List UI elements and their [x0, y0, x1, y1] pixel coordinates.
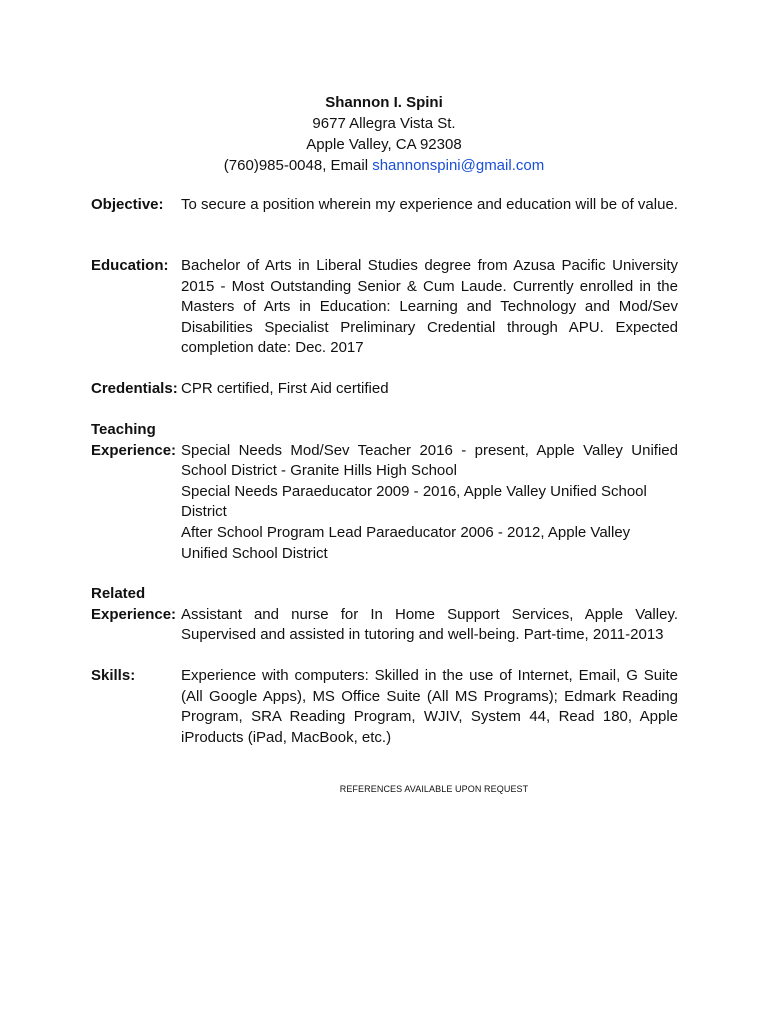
teaching-item: Special Needs Mod/Sev Teacher 2016 - present, Apple Valley Unified School District - Granite Hills High School [181, 441, 678, 480]
teaching-label-line1: Teaching [91, 421, 156, 438]
related-label-line1: Related [91, 585, 146, 602]
objective-text: To secure a position wherein my experience and education will be of value. [181, 196, 678, 213]
contact-line [0, 155, 768, 176]
education-text: Bachelor of Arts in Liberal Studies degree from Azusa Pacific University 2015 - Most Outstanding Senior & Cum Laude. Currently enrolled in the Masters of Arts in Education: Learning and Technology and Mod/Sev Disabilities Specialist Preliminary Credential through APU. Expected completion date: Dec. 2017 [181, 257, 678, 357]
references-note: REFERENCES AVAILABLE UPON REQUEST [339, 784, 529, 794]
credentials-label: Credentials: [91, 380, 178, 397]
credentials-text: CPR certified, First Aid certified [181, 380, 389, 397]
address-line-2: Apple Valley, CA 92308 [306, 136, 462, 153]
email-link[interactable]: shannonspini@gmail.com [372, 157, 545, 174]
teaching-item: Special Needs Paraeducator 2009 - 2016, Apple Valley Unified School District [181, 482, 647, 521]
teaching-items [181, 441, 678, 565]
teaching-label-line2: Experience: [91, 441, 177, 459]
address-line-1: 9677 Allegra Vista St. [312, 115, 456, 132]
objective-label: Objective: [91, 196, 164, 213]
education-label: Education: [91, 257, 169, 274]
teaching-item: After School Program Lead Paraeducator 2006 - 2012, Apple Valley Unified School District [181, 523, 631, 562]
related-label [91, 584, 181, 625]
teaching-label [91, 420, 181, 461]
applicant-name: Shannon I. Spini [325, 94, 443, 111]
related-label-line2: Experience: [91, 605, 177, 623]
skills-label: Skills: [91, 667, 136, 684]
phone-text: (760)985-0048, Email [223, 157, 373, 174]
skills-text: Experience with computers: Skilled in the use of Internet, Email, G Suite (All Google Apps), MS Office Suite (All MS Programs); Edmark Reading Program, SRA Reading Program, WJIV, System 44, Read 180, Apple iProducts (iPad, MacBook, etc.) [181, 667, 678, 746]
related-text: Assistant and nurse for In Home Support Services, Apple Valley. Supervised and assisted in tutoring and well-being. Part-time, 2011-2013 [181, 605, 678, 644]
